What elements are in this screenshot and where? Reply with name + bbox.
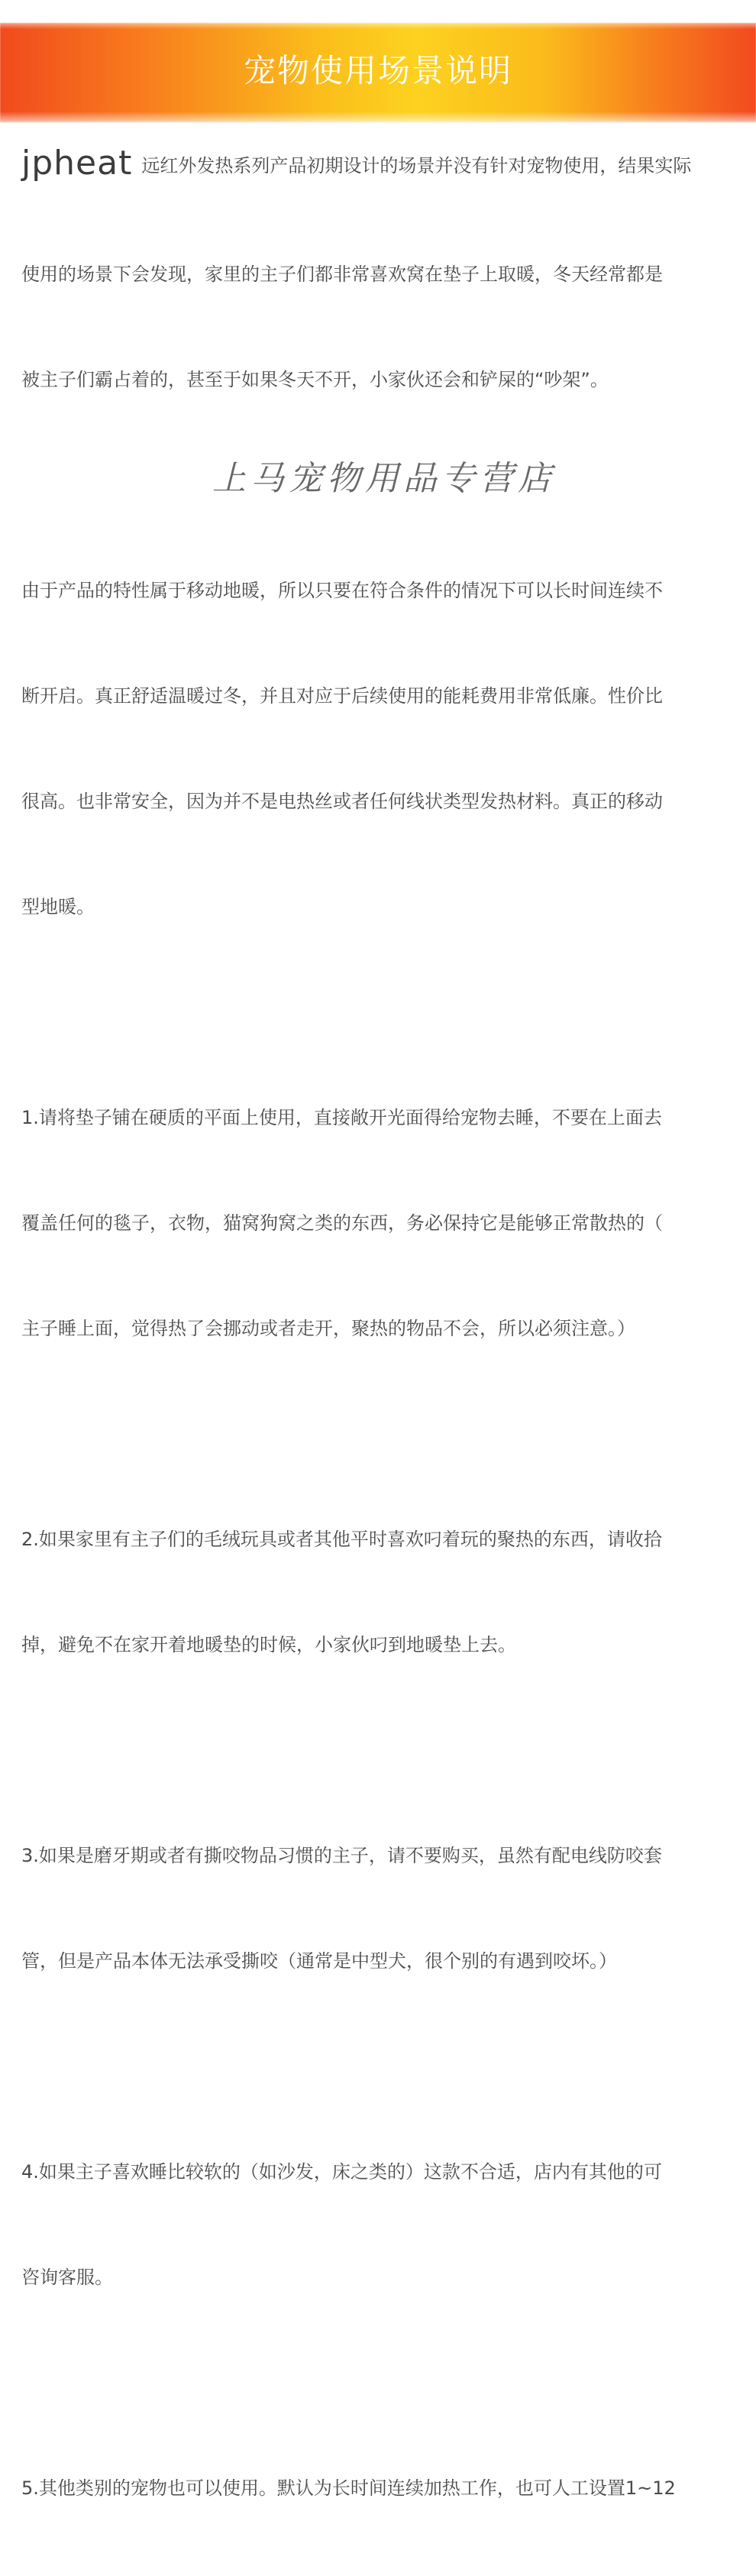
paragraph-rule-3 — [21, 1768, 739, 2049]
paragraph-features — [21, 503, 739, 995]
text-line: 1.请将垫子铺在硬质的平面上使用，直接敞开光面得给宠物去睡，不要在上面去 — [21, 1107, 662, 1128]
text-line: 由于产品的特性属于移动地暖，所以只要在符合条件的情况下可以长时间连续不 — [21, 580, 663, 601]
text-line: 很高。也非常安全，因为并不是电热丝或者任何线状类型发热材料。真正的移动 — [21, 791, 663, 812]
text-line: 5.其他类别的宠物也可以使用。默认为长时间连续加热工作，也可人工设置1~12 — [21, 2477, 676, 2499]
text-line: 使用的场景下会发现，家里的主子们都非常喜欢窝在垫子上取暖，冬天经常都是 — [21, 264, 663, 285]
brand-logo: jpheat — [21, 144, 133, 183]
shop-watermark: 上马宠物用品专营店 — [212, 459, 556, 498]
paragraph-rule-2 — [21, 1451, 739, 1733]
text-line: 2.如果家里有主子们的毛绒玩具或者其他平时喜欢叼着玩的聚热的东西，请收拾 — [21, 1529, 662, 1550]
text-line: 覆盖任何的毯子，衣物，猫窝狗窝之类的东西，务必保持它是能够正常散热的（ — [21, 1212, 663, 1234]
paragraph-rule-4 — [21, 2084, 739, 2365]
text-line: 型地暖。 — [21, 896, 95, 917]
page-title: 宠物使用场景说明 — [243, 52, 512, 89]
text-line: 3.如果是磨牙期或者有撕咬物品习惯的主子，请不要购买，虽然有配电线防咬套 — [21, 1845, 662, 1866]
text-line: 掉，避免不在家开着地暖垫的时候，小家伙叼到地暖垫上去。 — [21, 1634, 516, 1655]
paragraph-rule-5 — [21, 2400, 739, 2576]
article-body — [21, 144, 739, 2576]
text-line: 管，但是产品本体无法承受撕咬（通常是中型犬，很个别的有遇到咬坏。） — [21, 1950, 617, 1972]
paragraph-intro — [21, 186, 739, 468]
intro-first-line: 远红外发热系列产品初期设计的场景并没有针对宠物使用，结果实际 — [141, 155, 692, 176]
text-line: 咨询客服。 — [21, 2267, 113, 2288]
text-line: 主子睡上面，觉得热了会挪动或者走开，聚热的物品不会，所以必须注意。） — [21, 1318, 635, 1339]
paragraph-rule-1 — [21, 1030, 739, 1416]
brand-intro-line — [21, 144, 739, 182]
text-line: 4.如果主子喜欢睡比较软的（如沙发，床之类的）这款不合适，店内有其他的可 — [21, 2161, 662, 2183]
text-line: 被主子们霸占着的，甚至于如果冬天不开，小家伙还会和铲屎的“吵架”。 — [21, 369, 609, 390]
text-line: 断开启。真正舒适温暖过冬，并且对应于后续使用的能耗费用非常低廉。性价比 — [21, 685, 663, 707]
